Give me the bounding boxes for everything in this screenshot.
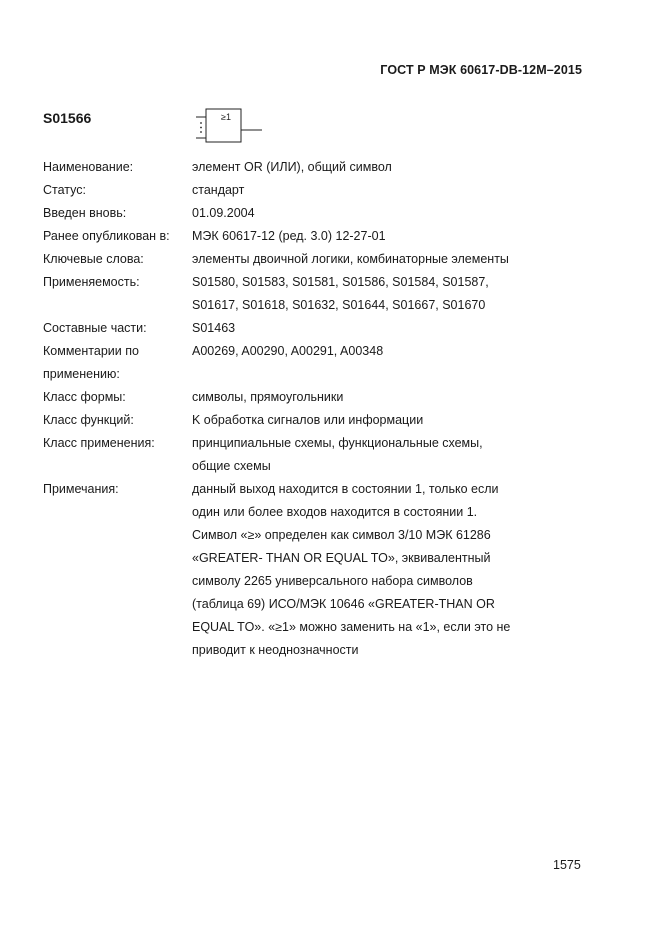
attribute-label-line: Комментарии по: [43, 344, 139, 358]
attribute-label: [43, 202, 192, 225]
attribute-row: [0, 179, 661, 202]
attribute-value-line: 01.09.2004: [192, 206, 255, 220]
attribute-label-line: Примечания:: [43, 482, 119, 496]
attribute-value-line: один или более входов находится в состоянии 1.: [192, 505, 478, 519]
attribute-value-line: принципиальные схемы, функциональные схемы,: [192, 436, 483, 450]
attribute-value-line: S01617, S01618, S01632, S01644, S01667, S01670: [192, 298, 486, 312]
attribute-row: [0, 432, 661, 478]
attribute-value: [192, 432, 542, 478]
standard-title: ГОСТ Р МЭК 60617-DB-12M–2015: [380, 63, 582, 77]
attribute-value: [192, 202, 542, 225]
attribute-row: [0, 340, 661, 386]
attribute-value-line: Символ «≥» определен как символ 3/10 МЭК 61286: [192, 528, 491, 542]
attribute-value-line: символу 2265 универсального набора символов: [192, 574, 473, 588]
or-gate-symbol-icon: [192, 108, 264, 144]
attribute-label-line: Ранее опубликован в:: [43, 229, 170, 243]
attribute-label: [43, 409, 192, 432]
attribute-label: [43, 179, 192, 202]
page-number: 1575: [553, 858, 581, 872]
attribute-value-line: МЭК 60617-12 (ред. 3.0) 12-27-01: [192, 229, 386, 243]
attribute-label: [43, 248, 192, 271]
attribute-value: [192, 340, 542, 386]
attribute-value: [192, 225, 542, 248]
attribute-value-line: общие схемы: [192, 459, 271, 473]
attribute-value-line: символы, прямоугольники: [192, 390, 344, 404]
attribute-label-line: Введен вновь:: [43, 206, 127, 220]
attribute-row: [0, 478, 661, 662]
attribute-value-line: K обработка сигналов или информации: [192, 413, 424, 427]
attribute-value-line: элемент OR (ИЛИ), общий символ: [192, 160, 392, 174]
attribute-label-line: применению:: [43, 367, 120, 381]
attribute-value: [192, 156, 542, 179]
attribute-value-line: данный выход находится в состоянии 1, только если: [192, 482, 499, 496]
attribute-value-line: приводит к неоднозначности: [192, 643, 359, 657]
attribute-value-line: «GREATER- THAN OR EQUAL TO», эквивалентный: [192, 551, 491, 565]
attribute-row: [0, 409, 661, 432]
attribute-label: [43, 386, 192, 409]
attribute-row: [0, 202, 661, 225]
attribute-value: [192, 179, 542, 202]
input-dot: [200, 127, 202, 129]
gate-label: ≥1: [221, 112, 231, 122]
attribute-row: [0, 271, 661, 317]
attribute-row: [0, 248, 661, 271]
attribute-label: [43, 340, 192, 386]
attribute-label: [43, 271, 192, 317]
attribute-label: [43, 432, 192, 478]
attribute-value: [192, 248, 542, 271]
input-dot: [200, 131, 202, 133]
attribute-value-line: (таблица 69) ИСО/МЭК 10646 «GREATER-THAN OR: [192, 597, 495, 611]
attribute-list: [0, 156, 661, 662]
attribute-label: [43, 156, 192, 179]
attribute-value: [192, 478, 542, 662]
attribute-label-line: Класс применения:: [43, 436, 155, 450]
attribute-value-line: элементы двоичной логики, комбинаторные элементы: [192, 252, 509, 266]
attribute-label-line: Наименование:: [43, 160, 134, 174]
attribute-label-line: Применяемость:: [43, 275, 140, 289]
attribute-label-line: Класс формы:: [43, 390, 126, 404]
attribute-label-line: Статус:: [43, 183, 86, 197]
attribute-label: [43, 317, 192, 340]
attribute-value-line: A00269, A00290, A00291, A00348: [192, 344, 384, 358]
attribute-value: [192, 317, 542, 340]
attribute-label-line: Составные части:: [43, 321, 147, 335]
attribute-row: [0, 386, 661, 409]
attribute-value-line: S01463: [192, 321, 236, 335]
attribute-value: [192, 409, 542, 432]
input-dot: [200, 122, 202, 124]
attribute-label-line: Класс функций:: [43, 413, 134, 427]
attribute-value: [192, 386, 542, 409]
attribute-value-line: S01580, S01583, S01581, S01586, S01584, S01587,: [192, 275, 489, 289]
symbol-code: S01566: [43, 110, 92, 126]
attribute-value-line: стандарт: [192, 183, 245, 197]
attribute-label-line: Ключевые слова:: [43, 252, 144, 266]
attribute-value: [192, 271, 542, 317]
attribute-row: [0, 225, 661, 248]
attribute-row: [0, 317, 661, 340]
attribute-value-line: EQUAL TO». «≥1» можно заменить на «1», если это не: [192, 620, 511, 634]
attribute-label: [43, 225, 192, 248]
attribute-label: [43, 478, 192, 662]
attribute-row: [0, 156, 661, 179]
